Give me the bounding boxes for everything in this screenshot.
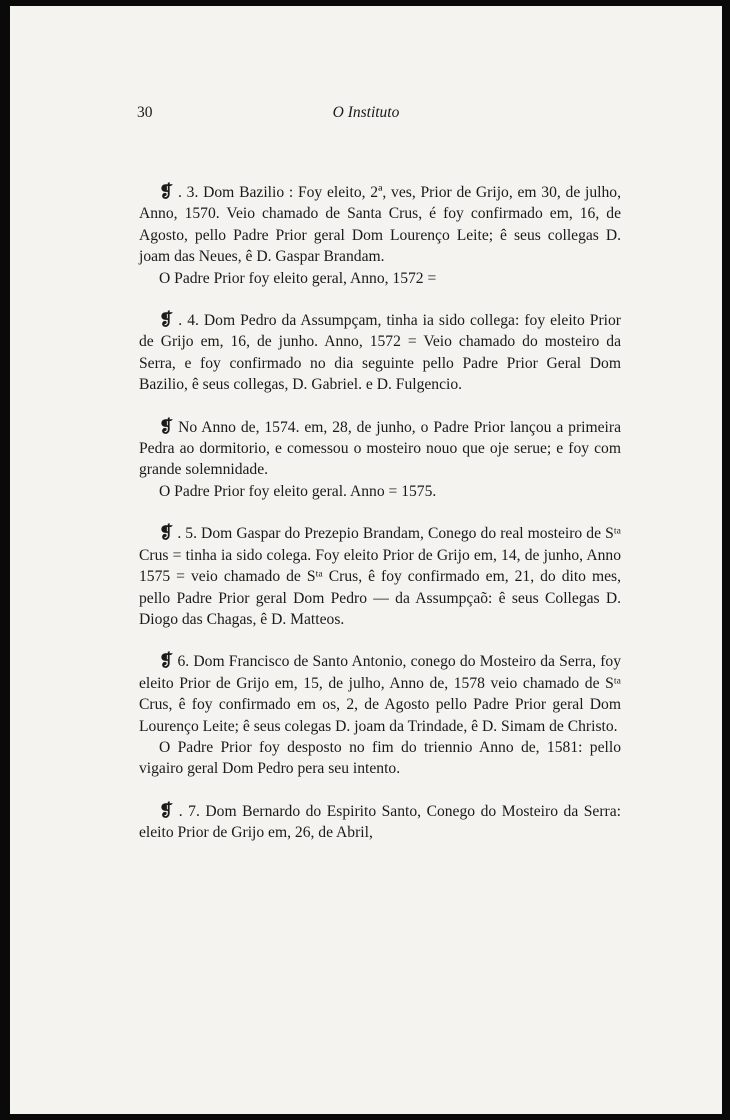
paragraph-text: No Anno de, 1574. em, 28, de junho, o Padre Prior lançou a primeira Pedra ao dormitorio, e comessou o mosteiro nouo que oje serue; e foy com grande solemnidade. bbox=[139, 418, 621, 479]
paragraph-mark-icon: ❡ bbox=[159, 182, 174, 201]
body-text bbox=[139, 181, 621, 844]
paragraph-text: O Padre Prior foy desposto no fim do triennio Anno de, 1581: pello vigairo geral Dom Pedro pera seu intento. bbox=[139, 738, 621, 778]
paragraph-mark-icon: ❡ bbox=[159, 523, 174, 543]
paragraph-text: 6. Dom Francisco de Santo Antonio, conego do Mosteiro da Serra, foy eleito Prior de Grijo em, 15, de julho, Anno de, 1578 veio chamado de Sᵗᵃ Crus, ê foy confirmado em os, 2, de Agosto pello Padre Prior geral Dom Lourenço Leite; ê seus colegas D. joam da Trindade, ê D. Simam de Christo. bbox=[139, 653, 621, 735]
paragraph-text: . 3. Dom Bazilio : Foy eleito, 2ª, ves, Prior de Grijo, em 30, de julho, Anno, 1570. Veio chamado de Santa Crus, é foy confirmado em, 16, de Agosto, pello Padre Prior geral Dom Lourenço Leite; ê seus collegas D. joam das Neues, ê D. Gaspar Brandam. bbox=[139, 184, 621, 266]
paragraph-mark-icon: ❡ bbox=[159, 800, 174, 820]
paragraph-1574-note bbox=[139, 481, 621, 502]
paragraph-5 bbox=[139, 522, 621, 630]
book-page bbox=[10, 6, 722, 1114]
paragraph-6-note bbox=[139, 737, 621, 780]
paragraph-text: O Padre Prior foy eleito geral, Anno, 1572 = bbox=[159, 269, 437, 287]
paragraph-text: . 4. Dom Pedro da Assumpçam, tinha ia sido collega: foy eleito Prior de Grijo em, 16, de junho. Anno, 1572 = Veio chamado do mosteiro da Serra, e foy confirmado no dia seguinte pello Padre Prior Geral Dom Bazilio, ê seus collegas, D. Gabriel. e D. Fulgencio. bbox=[139, 312, 621, 394]
paragraph-mark-icon: ❡ bbox=[159, 651, 174, 671]
paragraph-1574 bbox=[139, 416, 621, 481]
running-title: O Instituto bbox=[332, 104, 400, 121]
paragraph-mark-icon: ❡ bbox=[159, 416, 174, 436]
paragraph-4 bbox=[139, 309, 621, 396]
paragraph-mark-icon: ❡ bbox=[159, 310, 174, 330]
paragraph-text: . 5. Dom Gaspar do Prezepio Brandam, Conego do real mosteiro de Sᵗᵃ Crus = tinha ia sido colega. Foy eleito Prior de Grijo em, 14, de junho, Anno 1575 = veio chamado de Sᵗᵃ Crus, ê foy confirmado em, 21, do dito mes, pello Padre Prior geral Dom Pedro — da Assumpçaõ: ê seus Collegas D. Diogo das Chagas, ê D. Matteos. bbox=[139, 525, 621, 628]
paragraph-3 bbox=[139, 181, 621, 268]
page-header bbox=[10, 104, 722, 126]
paragraph-7 bbox=[139, 800, 621, 844]
paragraph-text: O Padre Prior foy eleito geral. Anno = 1575. bbox=[159, 482, 437, 500]
page-number: 30 bbox=[137, 104, 153, 121]
paragraph-text: . 7. Dom Bernardo do Espirito Santo, Conego do Mosteiro da Serra: eleito Prior de Grijo em, 26, de Abril, bbox=[139, 802, 621, 842]
paragraph-3-note bbox=[139, 268, 621, 289]
paragraph-6 bbox=[139, 650, 621, 737]
